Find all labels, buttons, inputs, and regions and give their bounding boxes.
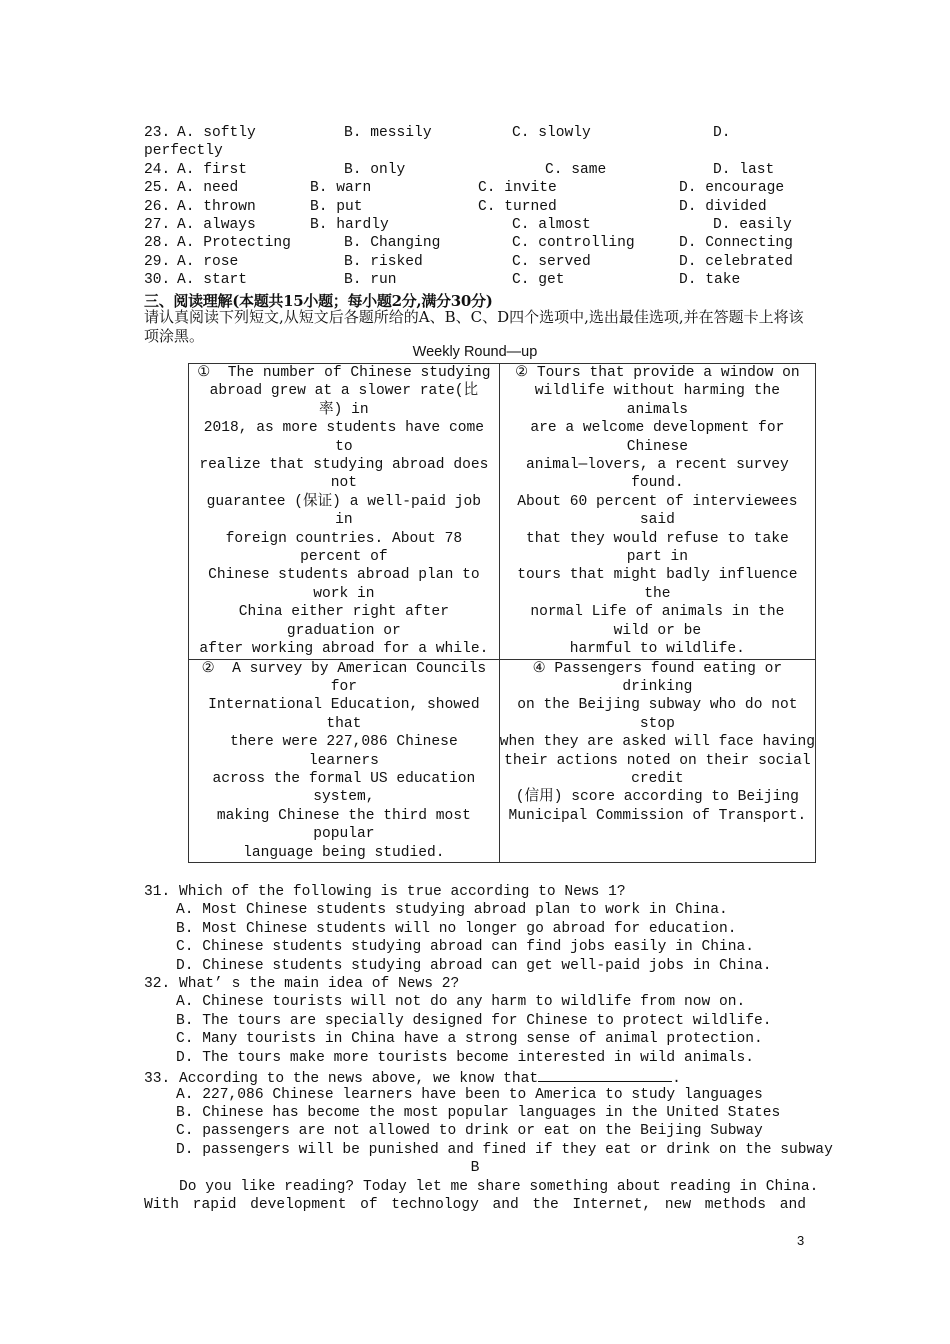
instructions: 请认真阅读下列短文,从短文后各题所给的A、B、C、D四个选项中,选出最佳选项,并在答题卡上将该项涂黑。 [144,308,804,345]
news-line: guarantee (保证) a well-paid job [206,493,482,510]
question-stem: 31. Which of the following is true according to News 1? [144,884,626,900]
news-line: normal Life of animals in the [530,604,785,621]
option-b: B. risked [344,254,423,270]
option-c: C. served [512,254,591,270]
option-b: B. hardly [310,217,389,233]
option-c: C. passengers are not allowed to drink or eat on the Beijing Subway [176,1123,763,1139]
option-c: C. almost [512,217,591,233]
option-a: A. 227,086 Chinese learners have been to America to study languages [176,1087,763,1103]
news-line: animal—lovers, a recent survey [525,457,789,474]
news-2-text [500,364,815,659]
news-line: learners [308,752,379,769]
part-b-label: B [470,1160,480,1176]
news-line: not [330,475,357,492]
option-d: D. take [679,272,741,288]
option-a: A. Most Chinese students studying abroad plan to work in China. [176,902,728,918]
option-b: B. Most Chinese students will no longer go abroad for education. [176,921,737,937]
question-number: 27. [144,217,171,233]
option-row-28 [144,234,814,252]
option-c: C. get [512,272,565,288]
option-d: D. Chinese students studying abroad can get well-paid jobs in China. [176,958,772,974]
option-b: B. Chinese has become the most popular languages in the United States [176,1105,781,1121]
question-number: 30. [144,272,171,288]
option-d: D. last [713,162,775,178]
news-line: in [335,512,353,529]
news-line: across the formal US education [212,770,476,787]
option-b: B. run [344,272,397,288]
option-a: A. Protecting [177,235,291,251]
option-a: A. always [177,217,256,233]
page-number: 3 [797,1233,805,1248]
passage-b-line-1: Do you like reading? Today let me share something about reading in China. [144,1179,819,1195]
news-line: realize that studying abroad does [199,457,489,474]
option-a: A. thrown [177,199,256,215]
news-line: after working abroad for a while. [199,641,489,658]
option-c: C. turned [478,199,557,215]
question-number: 23. [144,125,171,141]
option-b: B. messily [344,125,432,141]
news-line: ① The number of Chinese studying [197,365,491,381]
news-line: 2018, as more students have come [203,420,484,437]
news-line: (信用) score according to Beijing [515,789,799,806]
news-line: harmful to wildlife. [569,641,745,658]
news-line: ② Tours that provide a window on [515,365,800,381]
option-row-27 [144,216,814,234]
news-cell-4 [499,659,815,862]
news-line: 率) in [319,401,369,418]
news-line: when they are asked will face having [499,734,815,751]
option-c: C. Many tourists in China have a strong sense of animal protection. [176,1031,763,1047]
option-d: D. The tours make more tourists become interested in wild animals. [176,1050,755,1066]
news-line: wildlife without harming the [534,383,780,400]
news-line: Chinese [626,438,689,455]
news-line: abroad grew at a slower rate(比 [209,383,479,400]
news-line: part in [626,549,689,566]
option-row-24 [144,161,814,179]
news-line: ② A survey by American Councils [201,660,487,677]
news-line: their actions noted on their social [504,752,811,769]
option-d: D. [713,125,731,141]
section-title: 三、阅读理解(本题共15小题；每小题2分,满分30分) [144,292,493,310]
news-cell-2 [499,364,815,660]
news-line: China either right after [238,604,449,621]
question-number: 25. [144,180,171,196]
news-line: the [644,585,671,602]
option-a: A. need [177,180,239,196]
answer-blank [538,1067,672,1082]
option-b: B. only [344,162,406,178]
news-line: stop [639,715,675,732]
option-row-29 [144,253,814,271]
option-c: C. controlling [512,235,635,251]
option-row-23 [144,124,814,142]
option-a: A. start [177,272,248,288]
stem-end: . [672,1071,681,1087]
option-row-30 [144,271,814,289]
news-line: Chinese students abroad plan to [208,567,480,584]
news-line: for [330,678,357,695]
option-b: B. Changing [344,235,441,251]
option-a: A. rose [177,254,239,270]
question-number: 29. [144,254,171,270]
news-line: About 60 percent of interviewees [517,493,798,510]
option-c: C. invite [478,180,557,196]
news-line: drinking [622,678,693,695]
news-cell-1 [189,364,500,660]
option-b: B. The tours are specially designed for Chinese to protect wildlife. [176,1013,772,1029]
news-line: International Education, showed [208,697,480,714]
passage-b-line-2: With rapid development of technology and the Internet, new methods and [144,1197,806,1213]
option-d: D. Connecting [679,235,793,251]
option-a: A. first [177,162,248,178]
news-line: there were 227,086 Chinese [230,734,458,751]
news-line: work in [313,585,375,602]
option-a: A. Chinese tourists will not do any harm to wildlife from now on. [176,994,746,1010]
option-a: A. softly [177,125,256,141]
option-d-continued: perfectly [144,143,223,159]
option-d: D. celebrated [679,254,793,270]
news-line: graduation or [286,622,401,639]
option-c: C. slowly [512,125,591,141]
question-stem: 33. According to the news above, we know that [144,1071,539,1087]
news-line: popular [313,826,375,843]
question-stem: 32. What’ s the main idea of News 2? [144,976,460,992]
news-4-text [500,660,815,826]
news-line: foreign countries. About 78 [225,530,463,547]
news-line: are a welcome development for [530,420,785,437]
news-line: that [326,715,362,732]
news-cell-3 [189,659,500,862]
news-line: language being studied. [243,844,445,861]
option-b: B. warn [310,180,372,196]
news-line: credit [631,770,684,787]
option-c: C. Chinese students studying abroad can find jobs easily in China. [176,939,755,955]
news-line: tours that might badly influence [517,567,798,584]
news-line: on the Beijing subway who do not [517,697,798,714]
option-d: D. encourage [679,180,785,196]
news-line: animals [626,401,689,418]
question-number: 28. [144,235,171,251]
news-3-text [189,660,499,862]
question-number: 24. [144,162,171,178]
news-line: Municipal Commission of Transport. [508,807,807,824]
news-line: to [335,438,353,455]
option-d: D. easily [713,217,792,233]
question-number: 26. [144,199,171,215]
news-line: ④ Passengers found eating or [532,660,783,677]
news-line: said [639,512,675,529]
option-d: D. passengers will be punished and fined if they eat or drink on the subway [176,1142,833,1158]
news-1-text [189,364,499,659]
option-row-25 [144,179,814,197]
news-line: making Chinese the third most [216,807,471,824]
news-line: found. [631,475,684,492]
news-line: that they would refuse to take [525,530,789,547]
option-c: C. same [545,162,607,178]
table-title: Weekly Round—up [412,344,538,360]
news-line: percent of [300,549,388,566]
option-row-26 [144,198,814,216]
option-d: D. divided [679,199,767,215]
option-b: B. put [310,199,363,215]
news-line: system, [313,789,375,806]
news-line: wild or be [613,622,702,639]
option-row-23-cont [144,142,814,160]
news-table [188,363,816,863]
